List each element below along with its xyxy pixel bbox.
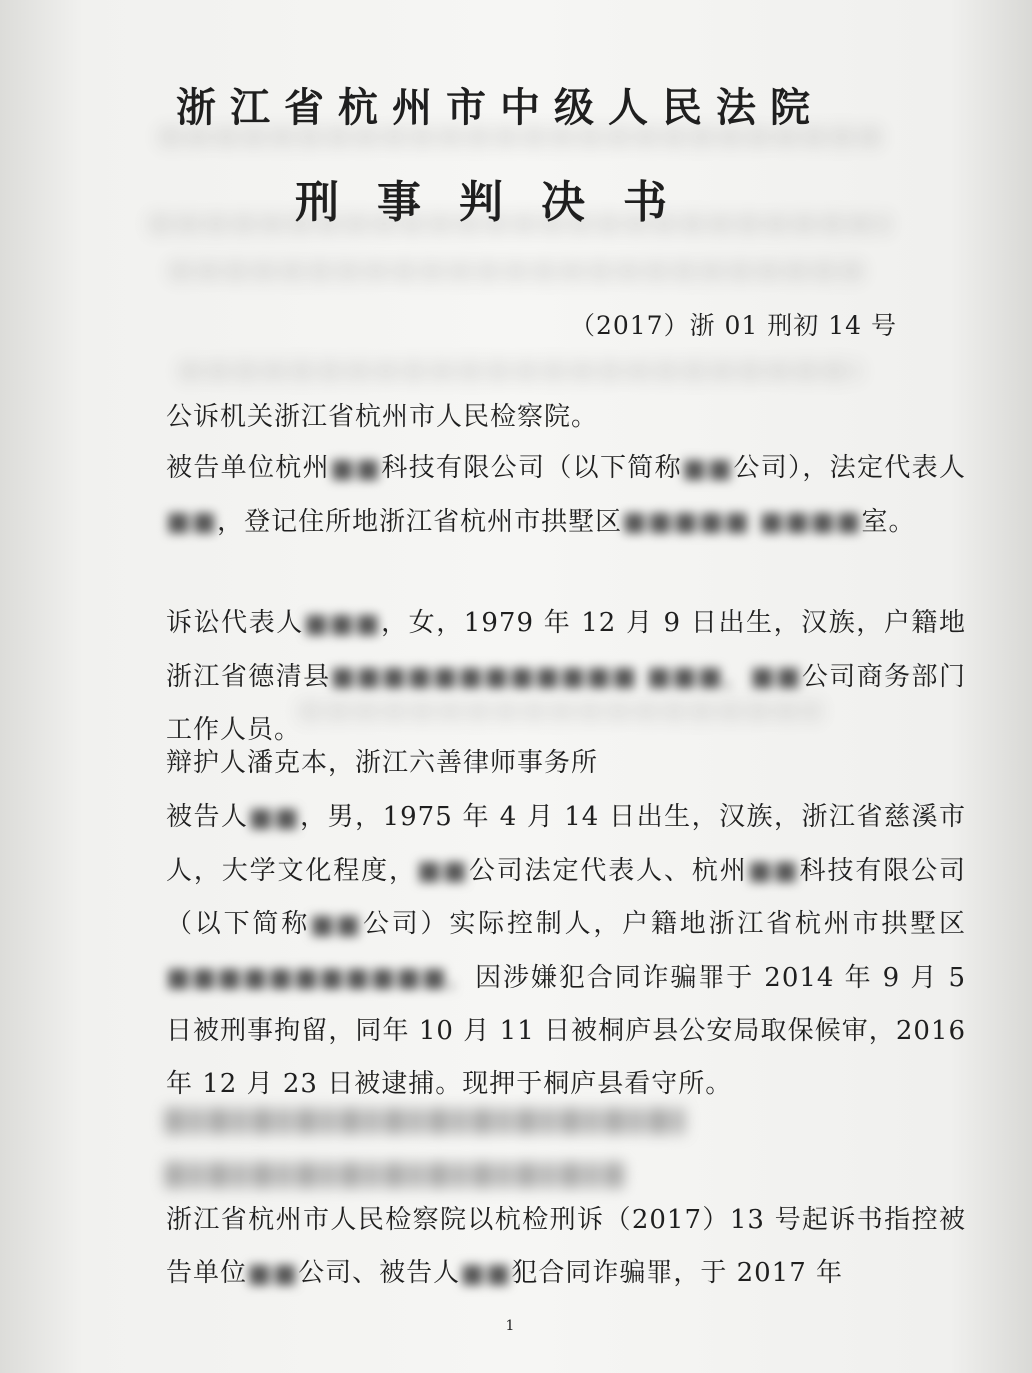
redacted-name: ■■	[329, 453, 382, 484]
defender-paragraph	[110, 737, 966, 790]
unit-text-2: 科技有限公司（以下简称	[381, 453, 682, 483]
redacted-address: ■■■■■■■■■■■，	[166, 963, 475, 993]
page-number: 1	[505, 1318, 515, 1334]
unit-text-1: 被告单位杭州	[166, 453, 330, 483]
def-text-2: ，男，1975 年 4 月 14 日出生，汉族，浙江省慈溪市人，大学文化程度，	[166, 802, 966, 886]
case-number: （2017）浙 01 刑初 14 号	[569, 311, 897, 340]
defendant-unit-paragraph	[110, 442, 966, 549]
redacted-name: ■■	[460, 1258, 512, 1289]
indictment-paragraph	[110, 1194, 966, 1301]
rep-text-3: 公司商务部门工作人员。	[166, 661, 966, 745]
court-name: 浙江省杭州市中级人民法院	[176, 85, 824, 131]
bleed-through-line	[170, 262, 870, 280]
unit-text-3: 公司），法定代表人	[733, 453, 966, 483]
redacted-name: ■■	[681, 453, 734, 484]
ind-text-2: 公司、被告人	[298, 1258, 461, 1288]
redacted-name: ■■	[747, 856, 799, 886]
def-text-1: 被告人	[166, 802, 249, 832]
redacted-name: ■■	[166, 507, 218, 537]
redacted-name: ■■	[416, 856, 468, 886]
def-text-5: 公司）实际控制人，户籍地浙江省杭州市拱墅区	[361, 909, 966, 939]
prosecutor-paragraph	[110, 391, 966, 444]
ind-text-1: 浙江省杭州市人民检察院以杭检刑诉（2017）13 号起诉书指控被告单位	[166, 1205, 966, 1288]
redacted-defender-line	[165, 1162, 625, 1188]
document-title: 刑事判决书	[295, 177, 705, 228]
rep-text-2: ，女，1979 年 12 月 9 日出生，汉族，户籍地浙江省德清县	[166, 608, 966, 692]
prosecutor-text: 公诉机关浙江省杭州市人民检察院。	[166, 402, 599, 432]
redacted-defender-line	[165, 1108, 685, 1134]
redacted-address: ■■■■■ ■■■■	[622, 507, 862, 537]
redacted-name: ■■■	[303, 608, 381, 639]
ind-text-3: 犯合同诈骗罪，于 2017 年	[511, 1258, 844, 1288]
defendant-paragraph	[110, 791, 966, 1111]
def-text-3: 公司法定代表人、杭州	[468, 855, 748, 886]
def-text-6: 因涉嫌犯合同诈骗罪于 2014 年 9 月 5 日被刑事拘留，同年 10 月 11 日被桐庐县公安局取保候审，2016 年 12 月 23 日被逮捕。现押于桐庐县看守所。	[166, 962, 966, 1099]
representative-paragraph	[110, 597, 966, 757]
unit-text-4: ，登记住所地浙江省杭州市拱墅区	[217, 506, 623, 537]
bleed-through-line	[180, 362, 860, 380]
def-text-4: 科技有限公司（以下简称	[166, 855, 966, 939]
defender-text: 辩护人潘克本，浙江六善律师事务所	[166, 748, 599, 778]
rep-text-1: 诉讼代表人	[166, 608, 304, 638]
unit-text-5: 室。	[861, 506, 916, 537]
redacted-name: ■■	[248, 802, 300, 833]
redacted-name: ■■	[247, 1258, 299, 1289]
redacted-name: ■■	[310, 909, 362, 940]
redacted-address: ■■■■■■■■■■■■ ■■■，■■	[330, 662, 802, 692]
